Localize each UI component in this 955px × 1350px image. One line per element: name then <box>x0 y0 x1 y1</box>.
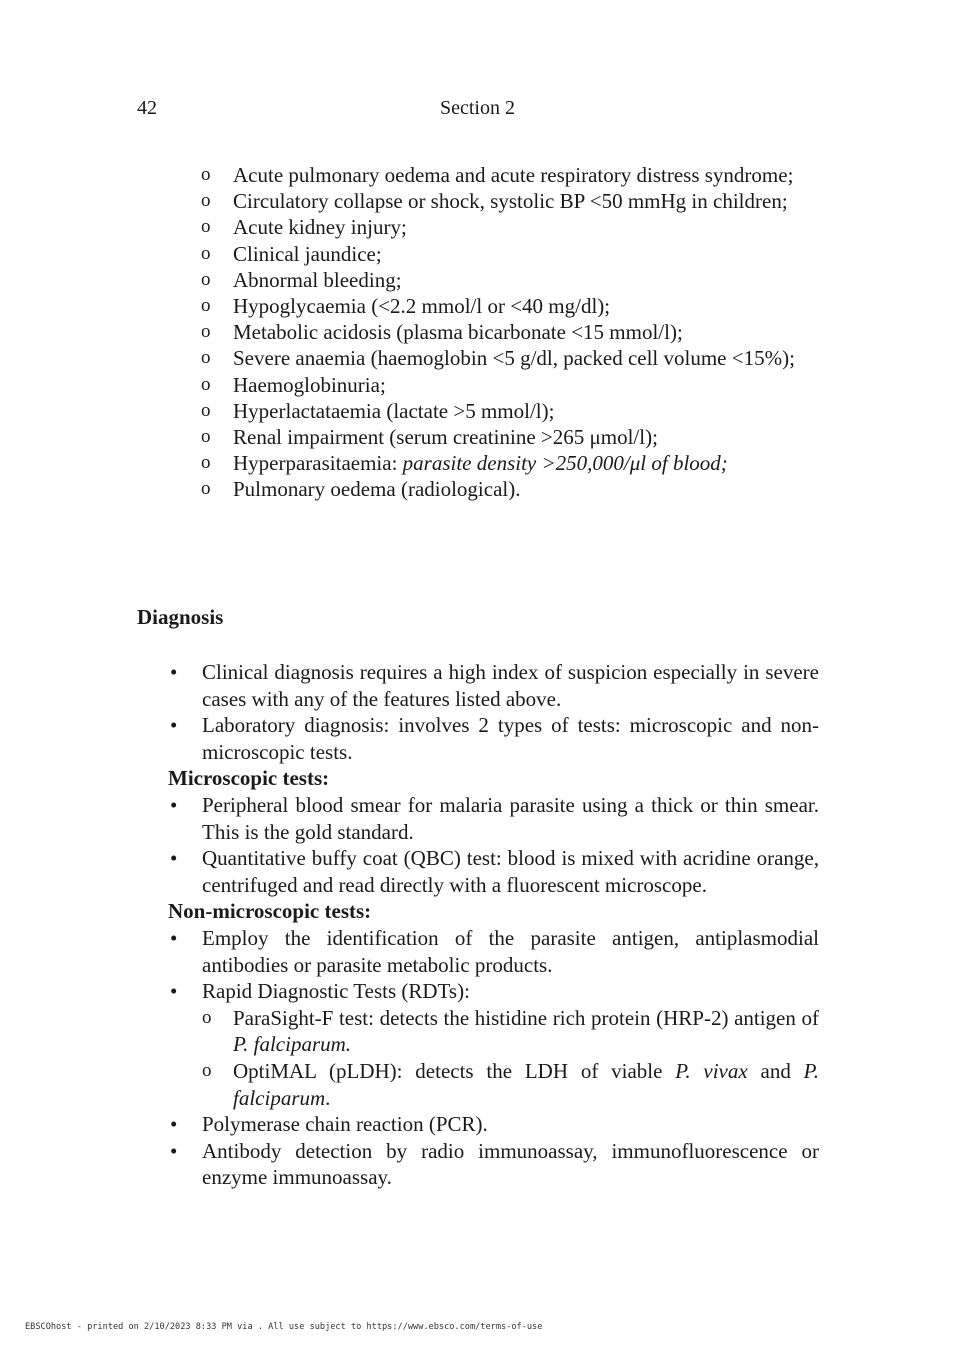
list-item: • Laboratory diagnosis: involves 2 types of tests: microscopic and non-microscopic tests. <box>170 713 819 764</box>
circle-bullet-icon: o <box>201 295 211 317</box>
list-item: o Clinical jaundice; <box>201 241 382 266</box>
page-number: 42 <box>137 97 157 119</box>
circle-bullet-icon: o <box>201 452 211 474</box>
bullet-icon: • <box>170 846 178 871</box>
severe-features-list <box>201 162 819 503</box>
list-item: • Polymerase chain reaction (PCR). <box>170 1112 488 1137</box>
circle-bullet-icon: o <box>202 1059 212 1081</box>
list-item: o Acute kidney injury; <box>201 215 407 240</box>
list-item: o Severe anaemia (haemoglobin <5 g/dl, packed cell volume <15%); <box>201 346 795 371</box>
diagnosis-section <box>168 659 819 1191</box>
list-item: • Employ the identification of the parasite antigen, antiplasmodial antibodies or parasite metabolic products. <box>170 925 819 977</box>
list-item: o Abnormal bleeding; <box>201 267 402 292</box>
circle-bullet-icon: o <box>201 373 211 395</box>
list-item: o Renal impairment (serum creatinine >265 μmol/l); <box>201 425 658 450</box>
diagnosis-heading: Diagnosis <box>137 605 224 629</box>
circle-bullet-icon: o <box>202 1006 212 1028</box>
list-item: o Circulatory collapse or shock, systolic BP <50 mmHg in children; <box>201 189 788 214</box>
list-item: o Hypoglycaemia (<2.2 mmol/l or <40 mg/dl); <box>201 294 611 319</box>
bullet-icon: • <box>170 925 178 950</box>
running-head: Section 2 <box>440 97 515 119</box>
list-item: o Haemoglobinuria; <box>201 372 386 397</box>
list-item: • Antibody detection by radio immunoassay, immunofluorescence or enzyme immunoassay. <box>170 1138 819 1190</box>
circle-bullet-icon: o <box>201 347 211 369</box>
bullet-icon: • <box>170 713 178 738</box>
bullet-icon: • <box>170 660 178 684</box>
list-item: o Metabolic acidosis (plasma bicarbonate <15 mmol/l); <box>201 320 683 345</box>
bullet-icon: • <box>170 979 178 1004</box>
circle-bullet-icon: o <box>201 242 211 264</box>
circle-bullet-icon: o <box>201 478 211 500</box>
list-item: o Hyperparasitaemia: parasite density >250,000/μl of blood; <box>201 451 728 476</box>
list-item: • Rapid Diagnostic Tests (RDTs): <box>170 979 470 1004</box>
list-item: • Clinical diagnosis requires a high index of suspicion especially in severe cases with any of the features listed above. <box>170 660 819 711</box>
circle-bullet-icon: o <box>201 216 211 238</box>
list-item: o ParaSight-F test: detects the histidine rich protein (HRP-2) antigen of P. falciparum. <box>202 1005 819 1057</box>
non-microscopic-tests-heading: Non-microscopic tests: <box>168 899 372 924</box>
list-item: • Peripheral blood smear for malaria parasite using a thick or thin smear. This is the gold standard. <box>170 792 819 844</box>
circle-bullet-icon: o <box>201 268 211 290</box>
circle-bullet-icon: o <box>201 426 211 448</box>
bullet-icon: • <box>170 1138 178 1163</box>
circle-bullet-icon: o <box>201 190 211 212</box>
bullet-icon: • <box>170 792 178 817</box>
bullet-icon: • <box>170 1112 178 1137</box>
circle-bullet-icon: o <box>201 321 211 343</box>
microscopic-tests-heading: Microscopic tests: <box>168 766 330 791</box>
list-item: o Hyperlactataemia (lactate >5 mmol/l); <box>201 398 555 423</box>
ebsco-footer: EBSCOhost - printed on 2/10/2023 8:33 PM via . All use subject to https://www.ebsco.com/terms-of-use <box>25 1322 543 1332</box>
list-item: o OptiMAL (pLDH): detects the LDH of viable P. vivax and P. falciparum. <box>202 1058 819 1110</box>
list-item: o Pulmonary oedema (radiological). <box>201 477 521 502</box>
circle-bullet-icon: o <box>201 399 211 421</box>
circle-bullet-icon: o <box>201 164 211 185</box>
list-item: • Quantitative buffy coat (QBC) test: blood is mixed with acridine orange, centrifuged and read directly with a fluorescent microscope. <box>170 846 819 897</box>
list-item: o Acute pulmonary oedema and acute respiratory distress syndrome; <box>201 163 794 187</box>
